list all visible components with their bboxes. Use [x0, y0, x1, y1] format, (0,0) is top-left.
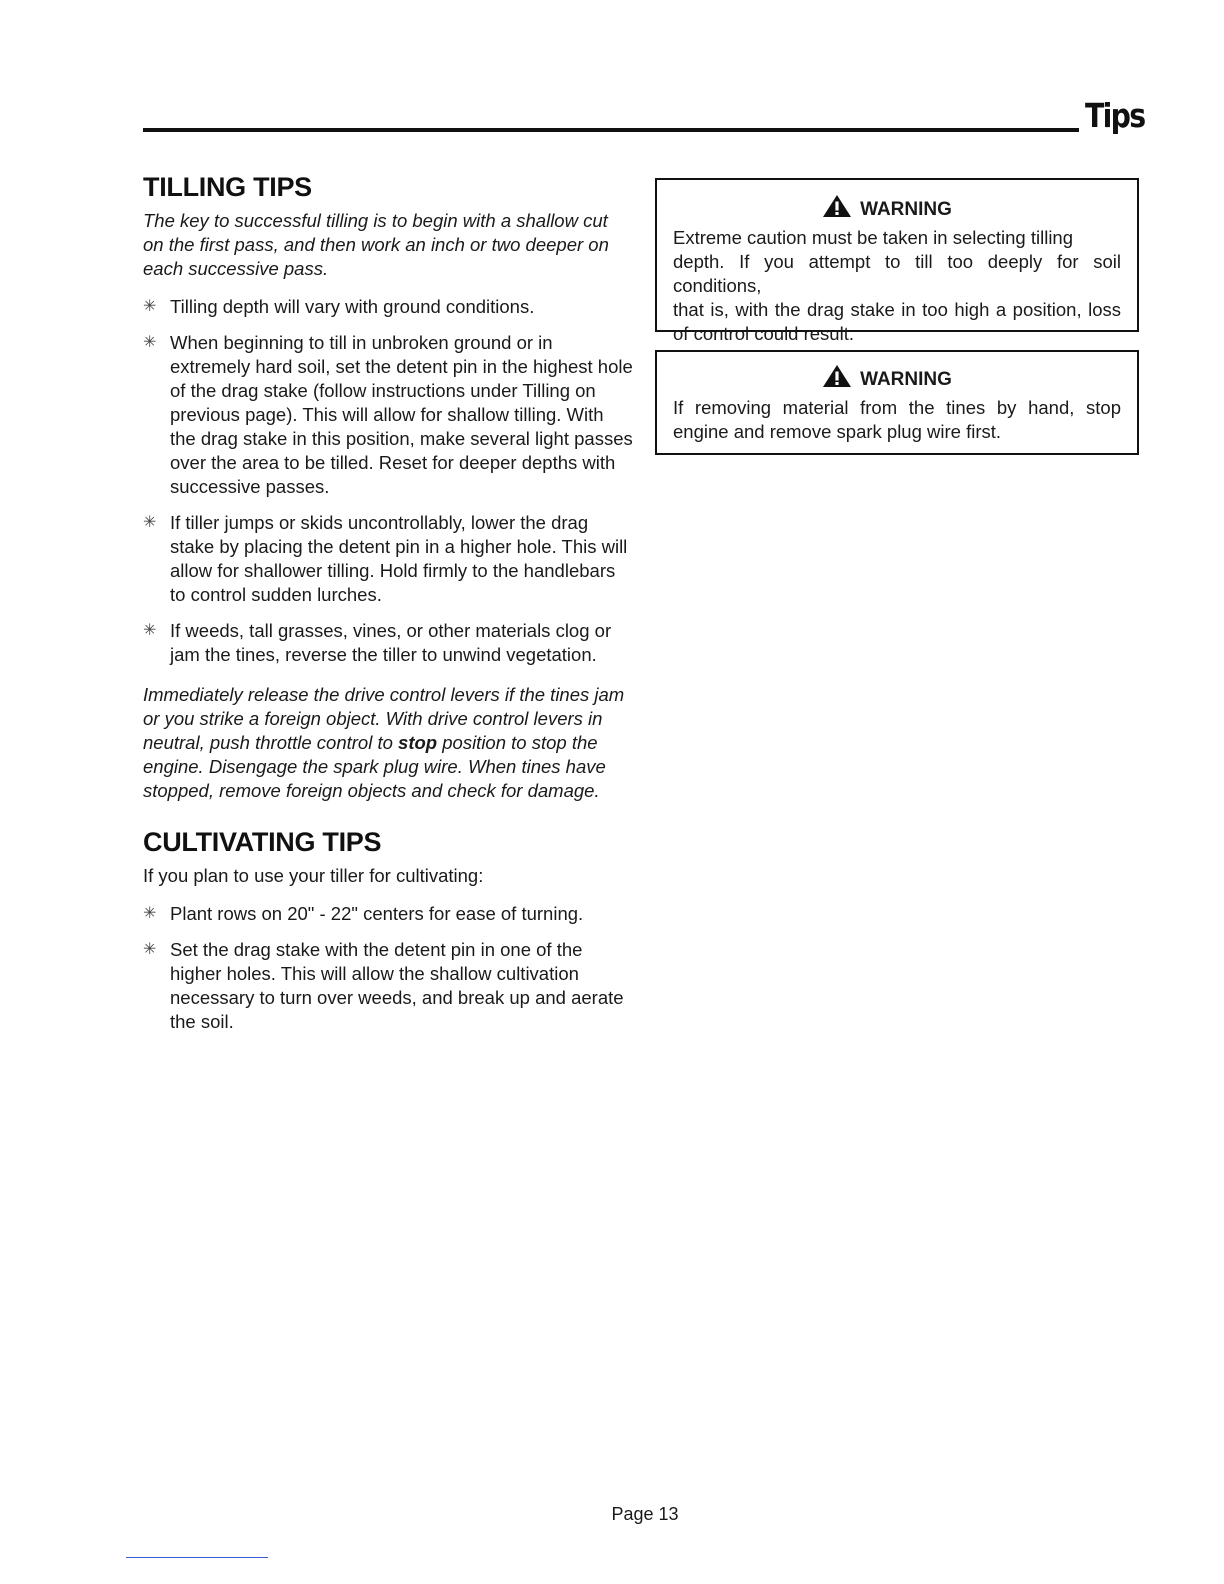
footer-link-underline — [126, 1557, 268, 1558]
list-item: ✳ When beginning to till in unbroken ground or in extremely hard soil, set the detent pin in the highest hole of the drag stake (follow instructions under Tilling on previous page). This will allow for shallow tilling. With the drag stake in this position, make several light passes over the area to be tilled. Reset for deeper depths with successive passes. — [143, 332, 633, 497]
list-item: ✳ If weeds, tall grasses, vines, or other materials clog or jam the tines, reverse the tiller to unwind vegetation. — [143, 620, 612, 665]
cultivating-intro: If you plan to use your tiller for cultivating: — [143, 865, 484, 886]
stop-emphasis: stop — [398, 732, 438, 753]
warning-text: If removing material from the tines by hand, stop engine and remove spark plug wire first. — [673, 397, 1121, 442]
list-item: ✳ Tilling depth will vary with ground conditions. — [143, 296, 535, 317]
list-item: ✳ Set the drag stake with the detent pin in one of the higher holes. This will allow the shallow cultivation necessary to turn over weeds, and break up and aerate the soil. — [143, 939, 624, 1032]
tilling-tips-list — [143, 295, 633, 667]
star-bullet-icon: ✳ — [143, 298, 157, 315]
page-number: Page 13 — [611, 1504, 679, 1524]
tilling-caution-note: Immediately release the drive control levers if the tines jam or you strike a foreign object. With drive control levers in neutral, push throttle control to stop position to stop the engine. Disengage the spark plug wire. When tines have stopped, remove foreign objects and check for damage. — [143, 684, 625, 801]
cultivating-tips-heading: CULTIVATING TIPS — [143, 827, 382, 857]
warning-triangle-icon — [822, 364, 852, 388]
star-bullet-icon: ✳ — [143, 622, 157, 639]
tilling-tips-heading: TILLING TIPS — [143, 172, 312, 202]
list-item: ✳ If tiller jumps or skids uncontrollably, lower the drag stake by placing the detent pin in a higher hole. This will allow for shallower tilling. Hold firmly to the handlebars to control sudden lurches. — [143, 512, 628, 605]
star-bullet-icon: ✳ — [143, 514, 157, 531]
warning-heading: WARNING — [673, 364, 1121, 392]
star-bullet-icon: ✳ — [143, 941, 157, 958]
warning-heading: WARNING — [673, 194, 1121, 222]
warning-text: Extreme caution must be taken in selecting tilling depth. If you attempt to till too deeply for soil conditions, that is, with the drag stake in too high a position, loss of control could result. — [673, 227, 1121, 344]
warning-triangle-icon — [822, 194, 852, 218]
warning-box-tilling-depth — [655, 178, 1139, 344]
star-bullet-icon: ✳ — [143, 334, 157, 351]
star-bullet-icon: ✳ — [143, 905, 157, 922]
section-title: Tips — [1085, 96, 1145, 135]
tilling-intro: The key to successful tilling is to begin with a shallow cut on the first pass, and then work an inch or two deeper on each successive pass. — [143, 210, 609, 279]
list-item: ✳ Plant rows on 20" - 22" centers for ease of turning. — [143, 903, 584, 924]
left-column — [143, 172, 633, 1046]
cultivating-tips-list — [143, 902, 633, 1034]
header-rule — [143, 128, 1079, 132]
warning-box-tines — [655, 350, 1139, 455]
